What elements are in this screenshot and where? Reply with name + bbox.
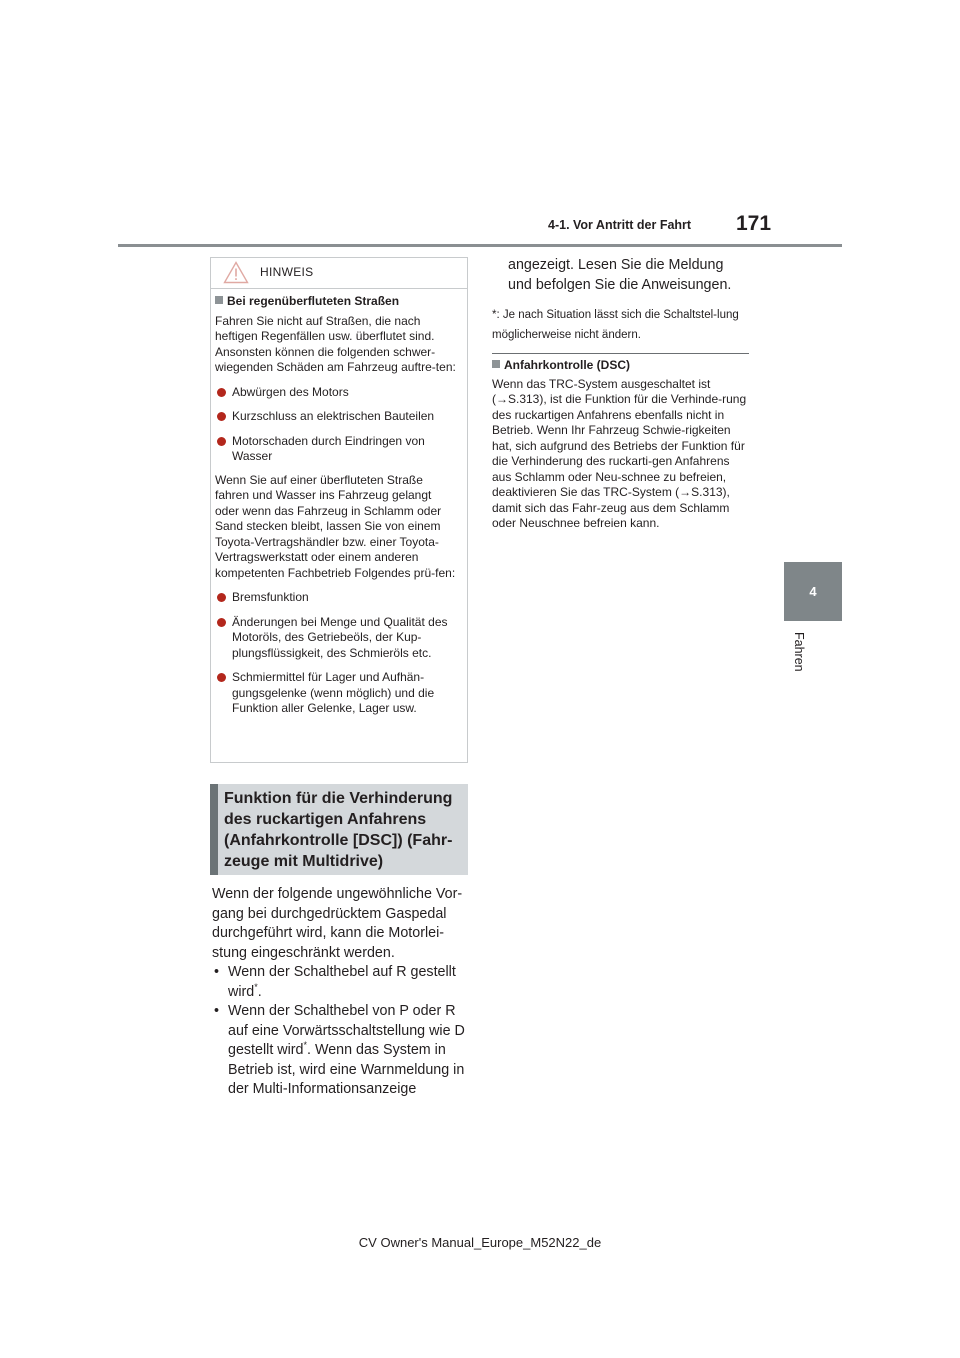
dsc-section bbox=[492, 358, 750, 532]
divider bbox=[492, 353, 749, 354]
list-item: Änderungen bei Menge und Qualität des Motoröls, des Getriebeöls, der Kup-plungsflüssigkeit, des Schmieröls etc. bbox=[215, 615, 457, 662]
chapter-number: 4 bbox=[809, 584, 817, 599]
chapter-label-text: Fahren bbox=[792, 632, 806, 672]
body-text-continued bbox=[492, 256, 750, 345]
dsc-text: Wenn das TRC-System ausgeschaltet ist (→S.313), ist die Funktion für die Verhinde-rung des ruckartigen Anfahrens ebenfalls nicht in Betrieb. Wenn Ihr Fahrzeug Schwie-rigkeiten hat, sich aufgrund des Betriebs der Funktion für die Verhinderung des ruckarti-gen Anfahrens aus Schlamm oder Neu-schnee zu befreien, deaktivieren Sie das TRC-System (→S.313), damit sich das Fahr-zeug aus dem Schlamm oder Neuschnee befreien kann. bbox=[492, 376, 747, 530]
list-item: Kurzschluss an elektrischen Bauteilen bbox=[215, 409, 457, 425]
header-rule bbox=[118, 244, 842, 247]
notice-box bbox=[210, 257, 468, 763]
body-text bbox=[212, 885, 470, 1100]
bullet-dot-icon bbox=[217, 412, 226, 421]
list-item: Bremsfunktion bbox=[215, 590, 457, 606]
dsc-heading: Anfahrkontrolle (DSC) bbox=[492, 358, 750, 374]
bullet-dot-icon bbox=[217, 437, 226, 446]
notice-subheading: Bei regenüberfluteten Straßen bbox=[215, 294, 457, 310]
body-continuation: angezeigt. Lesen Sie die Meldung und befolgen Sie die Anweisungen. bbox=[508, 257, 732, 293]
chapter-tab bbox=[784, 562, 842, 621]
list-item: Schmiermittel für Lager und Aufhän-gungsgelenke (wenn möglich) und die Funktion aller Gelenke, Lager usw. bbox=[215, 670, 457, 717]
section-heading: Funktion für die Verhinderung des ruckartigen Anfahrens (Anfahrkontrolle [DSC]) (Fahr-zeuge mit Multidrive) bbox=[210, 784, 468, 875]
footnote: *: Je nach Situation lässt sich die Schaltstel-lung möglicherweise nicht ändern. bbox=[492, 309, 739, 341]
list-item: Abwürgen des Motors bbox=[215, 385, 457, 401]
body-intro: Wenn der folgende ungewöhnliche Vor-gang bei durchgedrücktem Gaspedal durchgeführt wird, kann die Motorlei-stung eingeschränkt werden. bbox=[212, 886, 463, 961]
bullet-dot-icon bbox=[217, 673, 226, 682]
notice-intro: Fahren Sie nicht auf Straßen, die nach heftigen Regenfällen usw. überflutet sind. Ansonsten können die folgenden schwer-wiegenden Schäden am Fahrzeug auftre-ten: bbox=[215, 313, 456, 374]
warning-triangle-icon bbox=[223, 261, 249, 284]
list-item: • Wenn der Schalthebel auf R gestellt wird*. bbox=[214, 964, 456, 1000]
bullet-dot-icon bbox=[217, 388, 226, 397]
list-item: Motorschaden durch Eindringen von Wasser bbox=[215, 434, 457, 465]
section-header: 4-1. Vor Antritt der Fahrt bbox=[548, 218, 692, 232]
notice-title: HINWEIS bbox=[260, 265, 314, 279]
list-item: • Wenn der Schalthebel von P oder R auf eine Vorwärtsschaltstellung wie D gestellt wird*. Wenn das System in Betrieb ist, wird eine Warnmeldung in der Multi-Informationsanzeige bbox=[214, 1003, 465, 1097]
page-number: 171 bbox=[736, 212, 772, 235]
bullet-dot-icon bbox=[217, 593, 226, 602]
notice-body bbox=[211, 289, 467, 717]
footer: CV Owner's Manual_Europe_M52N22_de bbox=[358, 1235, 602, 1250]
square-bullet-icon bbox=[215, 296, 223, 304]
notice-header bbox=[211, 258, 467, 289]
bullet-dot-icon bbox=[217, 618, 226, 627]
chapter-label bbox=[790, 632, 810, 676]
notice-paragraph: Wenn Sie auf einer überfluteten Straße fahren und Wasser ins Fahrzeug gelangt oder wenn das Fahrzeug in Schlamm oder Sand stecken bleibt, lassen Sie von einem Toyota-Vertragshändler bzw. einer Toyota-Vertragswerkstatt oder einem anderen kompetenten Fachbetrieb Folgendes prü-fen: bbox=[215, 472, 456, 580]
square-bullet-icon bbox=[492, 360, 500, 368]
